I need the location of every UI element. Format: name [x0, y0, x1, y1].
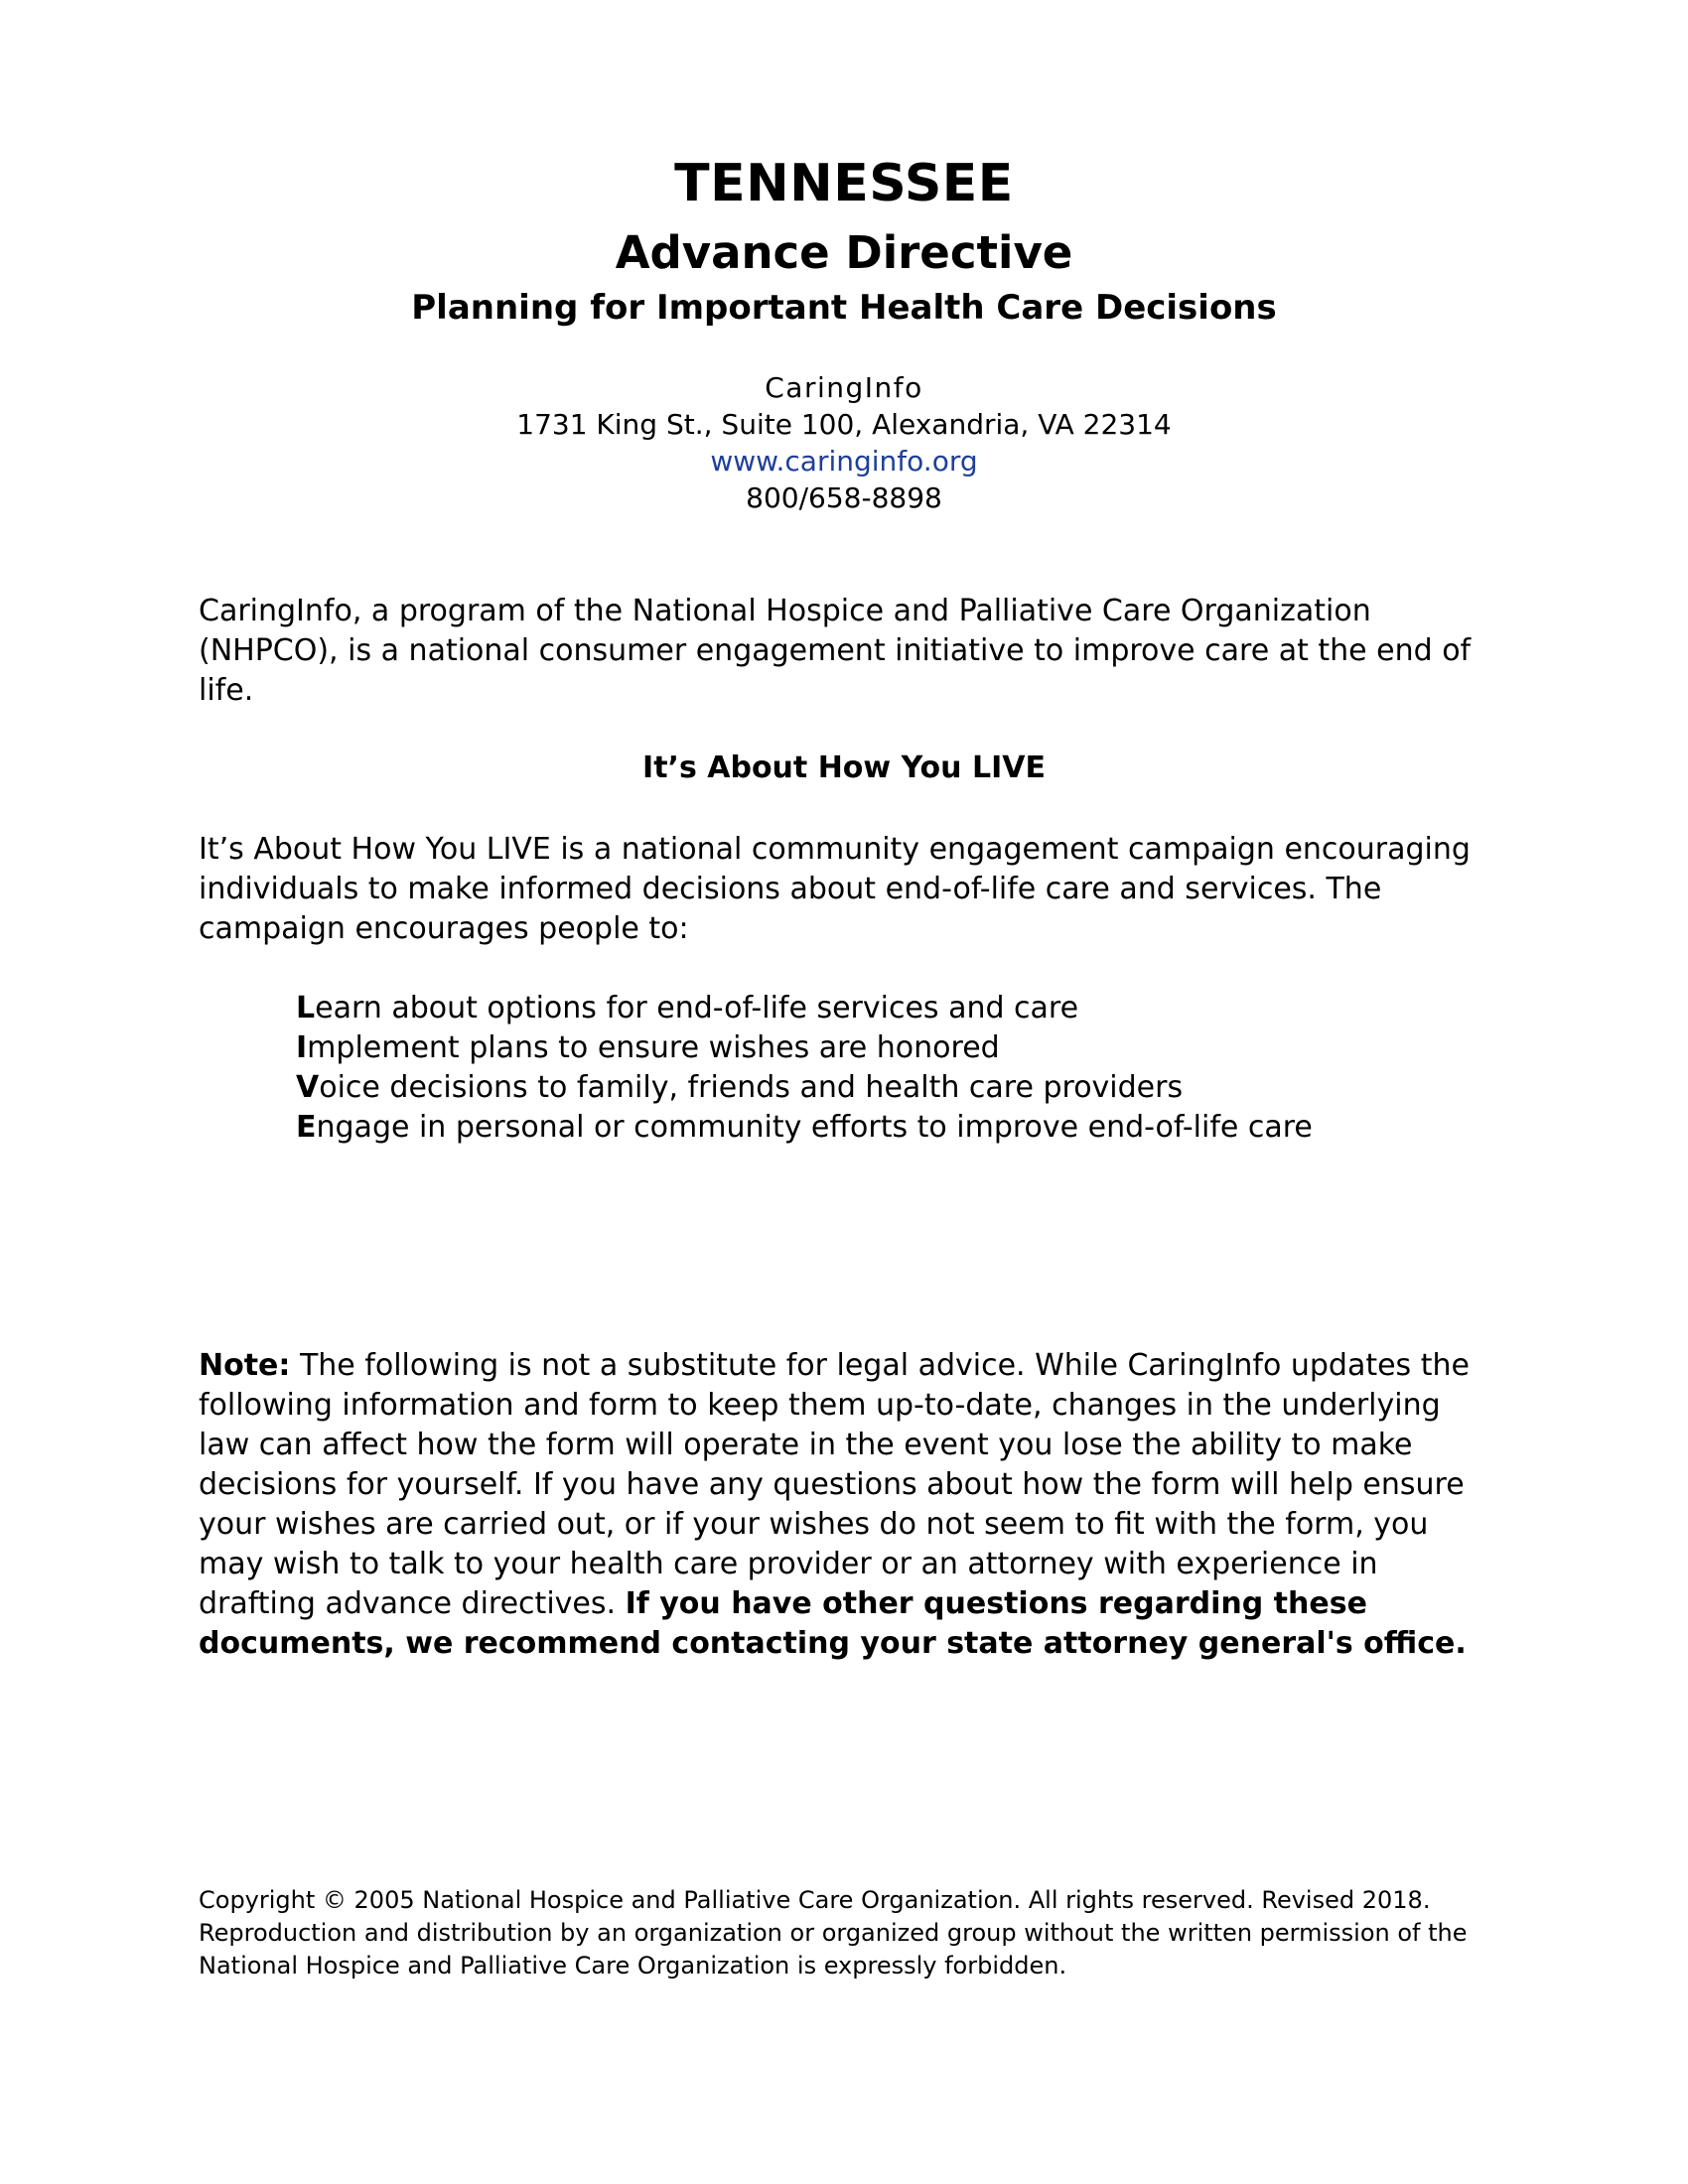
live-item-voice: [296, 1068, 1487, 1108]
live-item-text: ngage in personal or community efforts to improve end-of-life care: [316, 1110, 1313, 1145]
state-title: TENNESSEE: [674, 154, 1014, 213]
campaign-paragraph: It’s About How You LIVE is a national community engagement campaign encouraging individuals to make informed decisions about end-of-life care and services. The campaign encourages people to:: [199, 832, 1471, 946]
organization-website-link[interactable]: www.caringinfo.org: [710, 445, 978, 478]
legal-note: [199, 1346, 1499, 1664]
organization-contact: [0, 369, 1688, 516]
live-letter: E: [296, 1110, 317, 1145]
live-item-learn: [296, 989, 1487, 1028]
organization-name: CaringInfo: [765, 371, 923, 404]
live-letter: I: [296, 1030, 308, 1065]
document-title: Advance Directive: [615, 226, 1073, 279]
intro-paragraph: CaringInfo, a program of the National Hospice and Palliative Care Organization (NHPCO), is a national consumer engagement initiative to improve care at the end of life.: [199, 594, 1472, 708]
copyright-notice: Copyright © 2005 National Hospice and Palliative Care Organization. All rights reserved. Revised 2018. Reproduction and distribution by an organization or organized group without the written permission of the National Hospice and Palliative Care Organization is expressly forbidden.: [199, 1886, 1468, 1979]
note-emphasis: If you have other questions regarding these documents, we recommend contacting your state attorney general's office.: [199, 1586, 1467, 1661]
live-item-text: mplement plans to ensure wishes are honored: [307, 1030, 1000, 1065]
live-letter: V: [296, 1070, 320, 1105]
live-item-engage: [296, 1108, 1487, 1148]
document-subtitle: Planning for Important Health Care Decisions: [411, 288, 1277, 328]
live-item-implement: [296, 1028, 1487, 1068]
organization-phone: 800/658-8898: [746, 481, 942, 514]
live-letter: L: [296, 991, 316, 1025]
note-label: Note:: [199, 1348, 291, 1383]
live-item-text: oice decisions to family, friends and health care providers: [319, 1070, 1184, 1105]
live-acronym-list: [296, 989, 1487, 1148]
organization-address: 1731 King St., Suite 100, Alexandria, VA 22314: [516, 408, 1172, 441]
note-body: The following is not a substitute for legal advice. While CaringInfo updates the following information and form to keep them up-to-date, changes in the underlying law can affect how the form will operate in the event you lose the ability to make decisions for yourself. If you have any questions about how the form will help ensure your wishes are carried out, or if your wishes do not seem to fit with the form, you may wish to talk to your health care provider or an attorney with experience in drafting advance directives.: [199, 1348, 1470, 1621]
live-item-text: earn about options for end-of-life services and care: [315, 991, 1079, 1025]
campaign-heading: It’s About How You LIVE: [642, 751, 1046, 785]
